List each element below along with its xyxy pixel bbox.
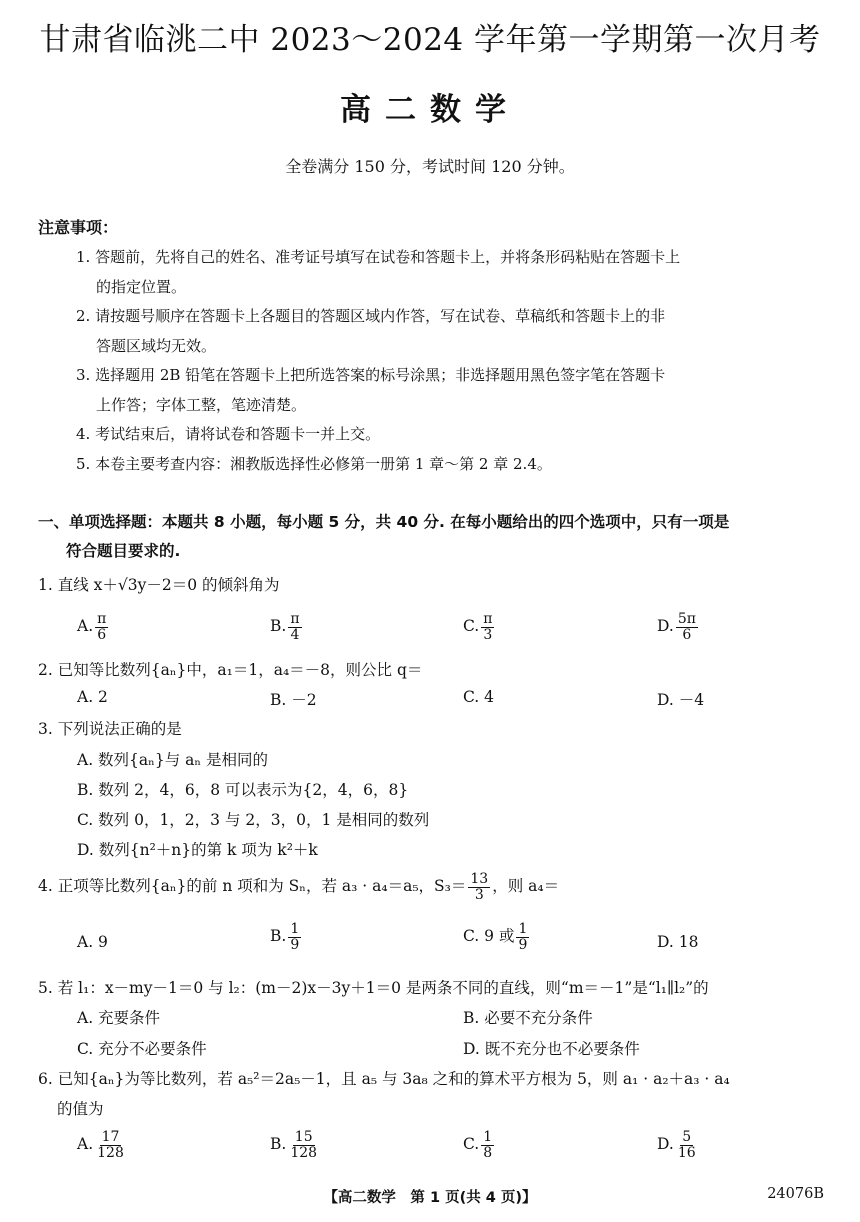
fraction (288, 922, 301, 952)
q5-option-a: A. 充要条件 (77, 1009, 161, 1027)
fraction (288, 612, 301, 642)
question-5-stem: 5. 若 l₁：x－my－1＝0 与 l₂：(m－2)x－3y＋1＝0 是两条不同的直线，则“m＝－1”是“l₁∥l₂”的 (38, 979, 709, 997)
q3-option-d: D. 数列{n²＋n}的第 k 项为 k²＋k (77, 841, 318, 859)
q4-option-a: A. 9 (77, 933, 108, 951)
denominator: 6 (682, 626, 692, 643)
notice-item (76, 450, 828, 480)
section-line: 一、单项选择题：本题共 8 小题，每小题 5 分，共 40 分. 在每小题给出的四个选项中，只有一项是 (38, 513, 730, 531)
notice-line: 1. 答题前，先将自己的姓名、准考证号填写在试卷和答题卡上，并将条形码粘贴在答题卡上 (76, 248, 681, 266)
notice-line: 答题区域均无效。 (96, 336, 217, 355)
q6-option-d (657, 1130, 700, 1160)
notice-item (76, 361, 828, 420)
option-letter: B. (270, 1135, 287, 1154)
numerator: π (97, 611, 107, 627)
q2-option-d: D. －4 (657, 691, 705, 709)
q1-option-d (657, 612, 700, 642)
option-letter: D. (657, 1135, 674, 1154)
q4-stem-start: 4. 正项等比数列{aₙ}的前 n 项和为 Sₙ，若 a₃ · a₄＝a₅，S₃＝ (38, 877, 467, 896)
notice-line: 上作答；字体工整，笔迹清楚。 (96, 395, 307, 414)
fraction (468, 872, 490, 902)
option-letter: C. 9 或 (463, 927, 515, 946)
denominator: 8 (483, 1144, 493, 1161)
notice-item (76, 420, 828, 450)
fraction (288, 1130, 319, 1160)
notice-line: 4. 考试结束后，请将试卷和答题卡一并上交。 (76, 425, 381, 443)
subject-title: 高二数学 (340, 92, 520, 128)
section-line: 符合题目要求的. (66, 542, 181, 560)
denominator: 9 (518, 936, 528, 953)
q2-option-b: B. －2 (270, 691, 317, 709)
notice-title: 注意事项： (38, 218, 119, 237)
question-6-stem: 6. 已知{aₙ}为等比数列，若 a₅²＝2a₅－1，且 a₅ 与 3a₈ 之和的算术平方根为 5，则 a₁ · a₂＋a₃ · a₄ (38, 1070, 730, 1088)
numerator: π (483, 611, 493, 627)
question-3-stem: 3. 下列说法正确的是 (38, 720, 182, 738)
q5-option-c: C. 充分不必要条件 (77, 1040, 207, 1058)
denominator: 4 (290, 626, 300, 643)
numerator: 1 (290, 921, 300, 937)
q5-option-d: D. 既不充分也不必要条件 (463, 1040, 640, 1058)
option-letter: D. (657, 617, 674, 636)
question-1-stem: 1. 直线 x＋√3y－2＝0 的倾斜角为 (38, 576, 280, 594)
fraction (676, 612, 698, 642)
notice-line: 2. 请按题号顺序在答题卡上各题目的答题区域内作答，写在试卷、草稿纸和答题卡上的非 (76, 307, 666, 325)
denominator: 16 (677, 1144, 696, 1161)
footer-text: 【高二数学 第 1 页(共 4 页)】 (323, 1190, 537, 1206)
q1-option-a (77, 612, 110, 642)
option-letter: C. (463, 1135, 480, 1154)
numerator: 17 (101, 1129, 120, 1145)
notice-list (76, 243, 828, 479)
fraction (481, 1130, 494, 1160)
fraction (676, 1130, 698, 1160)
option-letter: B. (270, 617, 287, 636)
option-letter: A. (77, 1135, 94, 1154)
numerator: 1 (518, 921, 528, 937)
numerator: 5 (682, 1129, 692, 1145)
fraction (95, 1130, 126, 1160)
question-6-stem-cont: 的值为 (57, 1100, 104, 1118)
notice-line: 3. 选择题用 2B 铅笔在答题卡上把所选答案的标号涂黑；非选择题用黑色签字笔在答题卡 (76, 366, 666, 384)
q1-option-b (270, 612, 304, 642)
q2-option-a: A. 2 (77, 688, 108, 706)
exam-title: 甘肃省临洮二中 2023～2024 学年第一学期第一次月考 (39, 22, 821, 58)
q4-option-c (463, 922, 531, 952)
q4-option-d: D. 18 (657, 933, 699, 951)
question-4-stem (38, 872, 828, 902)
denominator: 6 (97, 626, 107, 643)
fraction (481, 612, 494, 642)
section-heading (38, 508, 828, 566)
denominator: 3 (483, 626, 493, 643)
q6-option-c (463, 1130, 496, 1160)
q3-option-b: B. 数列 2，4，6，8 可以表示为{2，4，6，8} (77, 781, 409, 799)
q5-option-b: B. 必要不充分条件 (463, 1009, 593, 1027)
notice-item (76, 302, 828, 361)
denominator: 128 (97, 1144, 124, 1161)
q3-option-c: C. 数列 0，1，2，3 与 2，3，0，1 是相同的数列 (77, 811, 430, 829)
q3-option-a: A. 数列{aₙ}与 aₙ 是相同的 (77, 751, 269, 769)
option-letter: A. (77, 617, 94, 636)
q4-option-b (270, 922, 303, 952)
notice-line: 5. 本卷主要考查内容：湘教版选择性必修第一册第 1 章～第 2 章 2.4。 (76, 454, 552, 473)
numerator: 1 (483, 1129, 493, 1145)
fraction (516, 922, 529, 952)
question-2-stem: 2. 已知等比数列{aₙ}中，a₁＝1，a₄＝－8，则公比 q＝ (38, 661, 423, 679)
option-letter: C. (463, 617, 480, 636)
fraction (95, 612, 108, 642)
paper-code: 24076B (767, 1186, 824, 1202)
score-info: 全卷满分 150 分，考试时间 120 分钟。 (285, 157, 575, 176)
q1-option-c (463, 612, 496, 642)
numerator: 15 (294, 1129, 313, 1145)
denominator: 128 (290, 1144, 318, 1161)
notice-item (76, 243, 828, 302)
q6-option-b (270, 1130, 321, 1160)
option-letter: B. (270, 927, 287, 946)
q4-stem-end: ，则 a₄＝ (492, 877, 560, 896)
q6-option-a (77, 1130, 128, 1160)
numerator: 5π (677, 611, 696, 627)
numerator: 13 (470, 871, 489, 887)
notice-line: 的指定位置。 (96, 277, 187, 296)
q2-option-c: C. 4 (463, 688, 495, 706)
denominator: 9 (290, 936, 300, 953)
numerator: π (290, 611, 300, 627)
page-footer (0, 1186, 860, 1207)
denominator: 3 (474, 886, 484, 903)
